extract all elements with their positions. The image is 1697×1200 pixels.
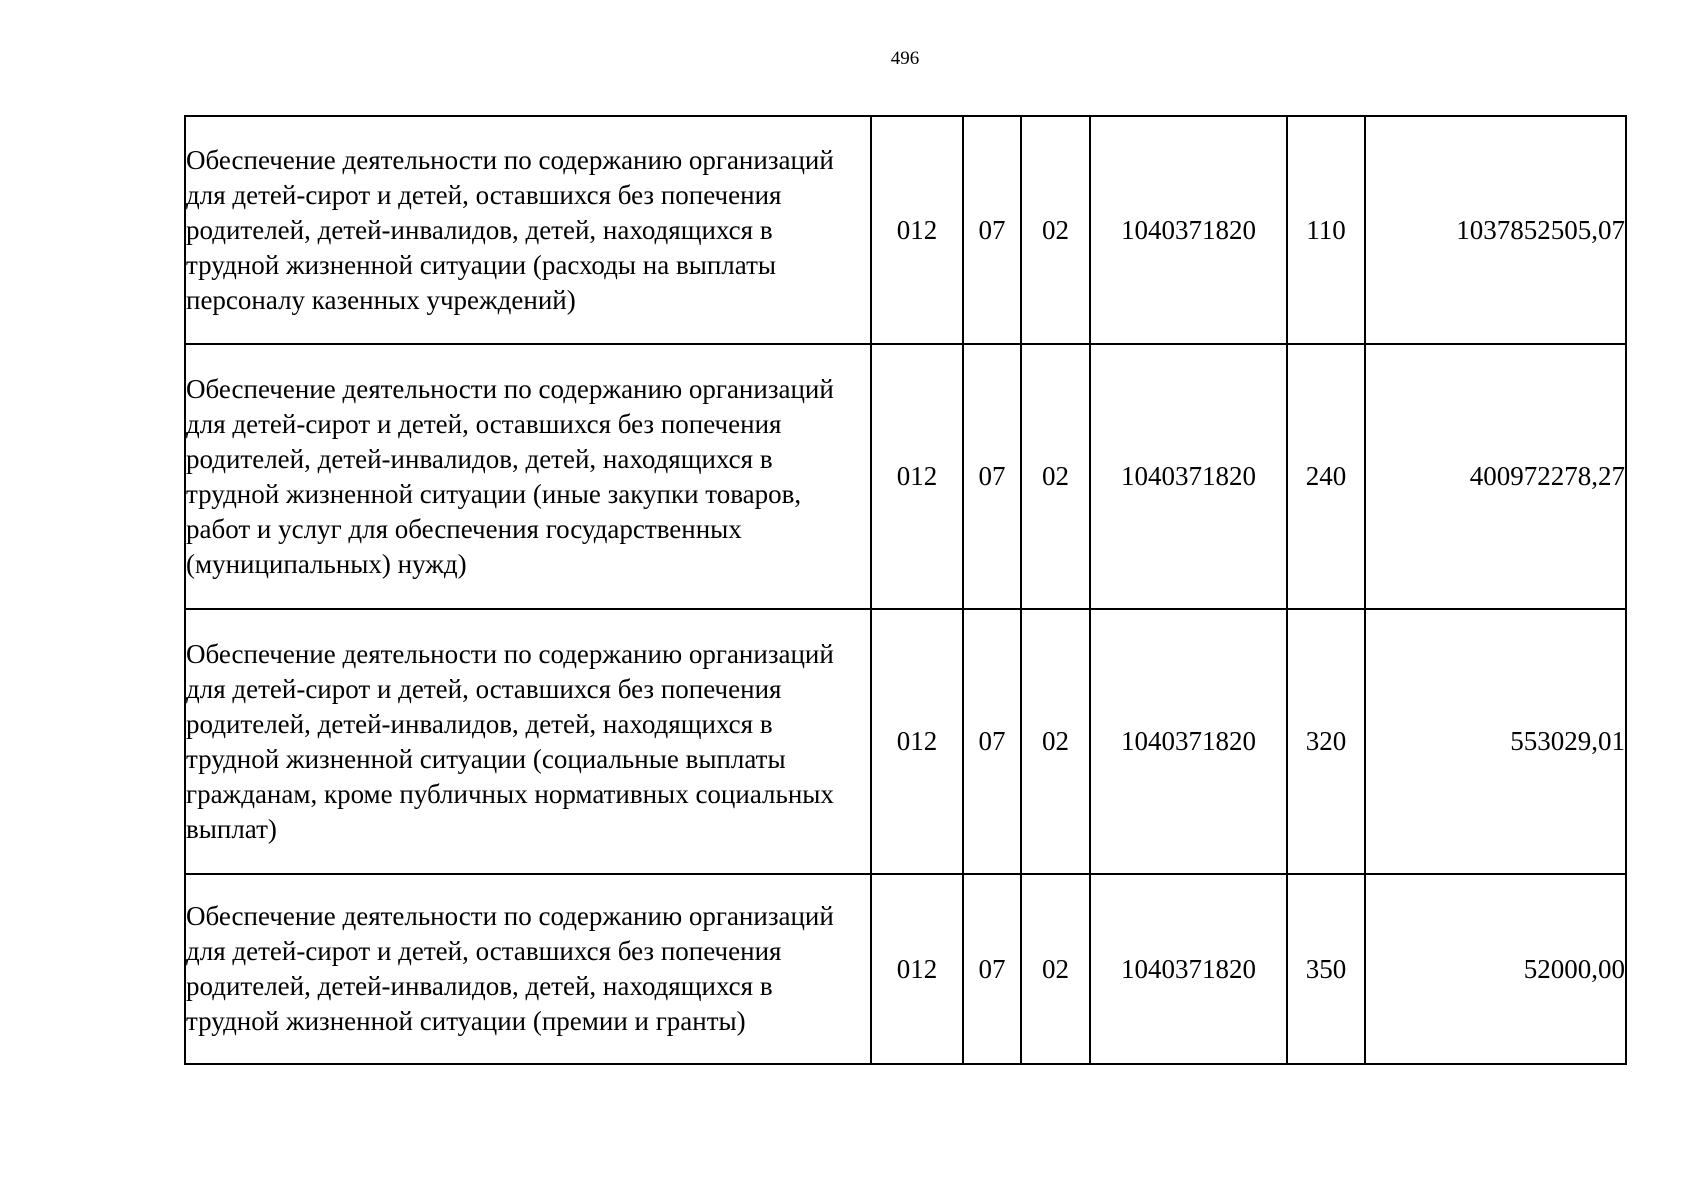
table-row bbox=[185, 344, 1626, 609]
target-article-code: 1040371820 bbox=[1090, 609, 1287, 874]
ministry-code: 012 bbox=[871, 344, 963, 609]
target-article-code: 1040371820 bbox=[1090, 344, 1287, 609]
expense-type-code: 350 bbox=[1287, 874, 1365, 1064]
ministry-code: 012 bbox=[871, 609, 963, 874]
amount: 52000,00 bbox=[1365, 874, 1626, 1064]
row-description: Обеспечение деятельности по содержанию организаций для детей-сирот и детей, оставшихся без попечения родителей, детей-инвалидов, детей, находящихся в трудной жизненной ситуации (расходы на выплаты персоналу казенных учреждений) bbox=[185, 116, 871, 344]
amount: 553029,01 bbox=[1365, 609, 1626, 874]
ministry-code: 012 bbox=[871, 874, 963, 1064]
section-code: 07 bbox=[963, 344, 1021, 609]
expense-type-code: 110 bbox=[1287, 116, 1365, 344]
amount: 400972278,27 bbox=[1365, 344, 1626, 609]
expense-type-code: 320 bbox=[1287, 609, 1365, 874]
subsection-code: 02 bbox=[1021, 116, 1090, 344]
expense-type-code: 240 bbox=[1287, 344, 1365, 609]
amount: 1037852505,07 bbox=[1365, 116, 1626, 344]
subsection-code: 02 bbox=[1021, 344, 1090, 609]
section-code: 07 bbox=[963, 874, 1021, 1064]
table-row bbox=[185, 874, 1626, 1064]
target-article-code: 1040371820 bbox=[1090, 116, 1287, 344]
section-code: 07 bbox=[963, 609, 1021, 874]
table-row bbox=[185, 609, 1626, 874]
subsection-code: 02 bbox=[1021, 874, 1090, 1064]
subsection-code: 02 bbox=[1021, 609, 1090, 874]
budget-table bbox=[184, 115, 1627, 1065]
target-article-code: 1040371820 bbox=[1090, 874, 1287, 1064]
ministry-code: 012 bbox=[871, 116, 963, 344]
section-code: 07 bbox=[963, 116, 1021, 344]
row-description: Обеспечение деятельности по содержанию организаций для детей-сирот и детей, оставшихся без попечения родителей, детей-инвалидов, детей, находящихся в трудной жизненной ситуации (социальные выплаты гражданам, кроме публичных нормативных социальных выплат) bbox=[185, 609, 871, 874]
page-number: 496 bbox=[890, 48, 920, 69]
table-row bbox=[185, 116, 1626, 344]
row-description: Обеспечение деятельности по содержанию организаций для детей-сирот и детей, оставшихся без попечения родителей, детей-инвалидов, детей, находящихся в трудной жизненной ситуации (премии и гранты) bbox=[185, 874, 871, 1064]
row-description: Обеспечение деятельности по содержанию организаций для детей-сирот и детей, оставшихся без попечения родителей, детей-инвалидов, детей, находящихся в трудной жизненной ситуации (иные закупки товаров, работ и услуг для обеспечения государственных (муниципальных) нужд) bbox=[185, 344, 871, 609]
